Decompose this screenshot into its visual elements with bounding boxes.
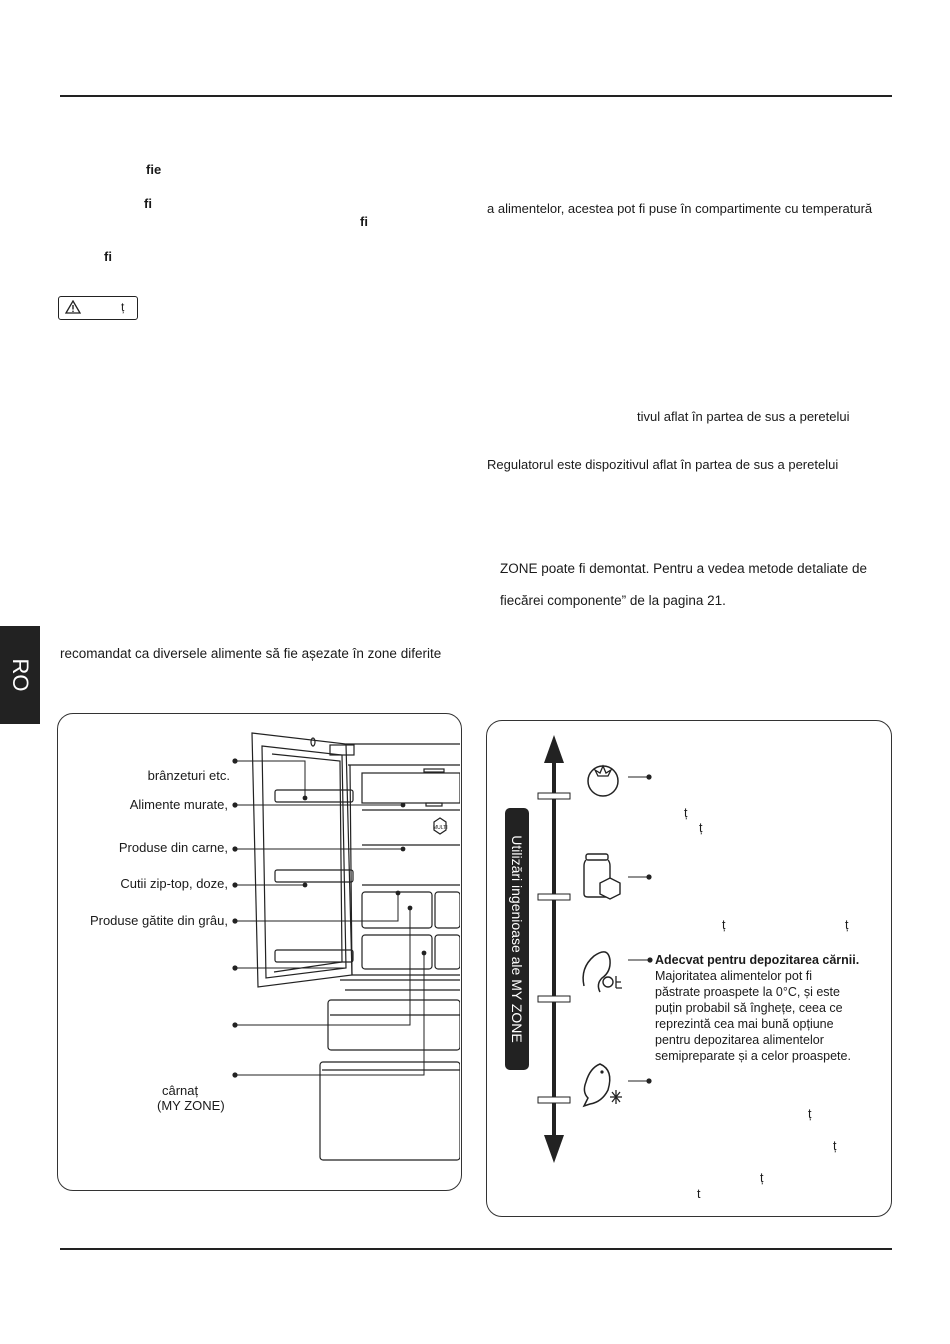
meat-zone-description xyxy=(655,952,885,1064)
fish-icon xyxy=(580,1060,626,1108)
meat-zone-line-2: păstrate proaspete la 0°C, și este xyxy=(655,985,840,999)
label-ziptop: Cutii zip-top, doze, xyxy=(120,876,228,891)
label-sausage: cârnaț xyxy=(162,1083,199,1098)
multi-badge: MULTI xyxy=(433,825,448,831)
left-fragment-3: fi xyxy=(360,214,368,229)
meat-zone-line-1: Majoritatea alimentelor pot fi xyxy=(655,969,813,983)
warning-badge xyxy=(58,296,138,320)
zone1-fragment-a: ț xyxy=(684,806,688,820)
label-cheese: brânzeturi etc. xyxy=(147,768,230,783)
left-fragment-2: fi xyxy=(144,196,152,211)
meat-zone-line-6: semipreparate și a celor proaspete. xyxy=(655,1049,851,1063)
jar-icon xyxy=(582,852,624,900)
label-grain: Produse gătite din grâu, xyxy=(89,913,228,928)
tomato-icon xyxy=(583,758,623,798)
fridge-illustration xyxy=(57,713,460,1189)
temperature-axis xyxy=(530,735,580,1165)
warning-badge-text: ț xyxy=(121,300,125,314)
meat-zone-line-3: puțin probabil să înghețe, ceea ce xyxy=(655,1001,843,1015)
zone2-fragment-a: ț xyxy=(722,918,726,932)
warning-icon xyxy=(65,300,81,314)
right-fragment-4: ZONE poate fi demontat. Pentru a vedea metode detaliate de xyxy=(500,561,867,576)
recommend-text: recomandat ca diversele alimente să fie așezate în zone diferite xyxy=(60,646,442,661)
zone4-fragment-c: ț xyxy=(760,1171,764,1185)
meat-zone-title: Adecvat pentru depozitarea cărnii. xyxy=(655,953,860,967)
zone4-fragment-a: ț xyxy=(808,1107,812,1121)
left-fragment-1: fie xyxy=(146,162,162,177)
meat-zone-line-4: reprezintă cea mai bună opțiune xyxy=(655,1017,834,1031)
meat-icon xyxy=(578,948,628,994)
zone4-fragment-d: t xyxy=(697,1187,701,1201)
right-fragment-3: Regulatorul este dispozitivul aflat în partea de sus a peretelui xyxy=(487,457,839,472)
meat-zone-line-5: pentru depozitarea alimentelor xyxy=(655,1033,824,1047)
left-fragment-4: fi xyxy=(104,249,112,264)
label-pickled: Alimente murate, xyxy=(129,797,228,812)
right-fragment-5: fiecărei componente” de la pagina 21. xyxy=(500,593,726,608)
top-rule xyxy=(60,95,892,97)
right-fragment-2: tivul aflat în partea de sus a peretelui xyxy=(637,409,850,424)
zone1-fragment-b: ț xyxy=(699,821,703,835)
zone2-fragment-b: ț xyxy=(845,918,849,932)
bottom-rule xyxy=(60,1248,892,1250)
label-meat: Produse din carne, xyxy=(118,840,228,855)
myzone-axis-label: Utilizări ingenioase ale MY ZONE xyxy=(505,808,529,1070)
zone-leaders xyxy=(626,770,656,1090)
right-fragment-1: a alimentelor, acestea pot fi puse în compartimente cu temperatură xyxy=(487,201,873,216)
zone4-fragment-b: ț xyxy=(833,1139,837,1153)
language-tab xyxy=(0,626,40,724)
language-tab-label: RO xyxy=(8,658,33,692)
label-myzone: (MY ZONE) xyxy=(157,1098,225,1113)
